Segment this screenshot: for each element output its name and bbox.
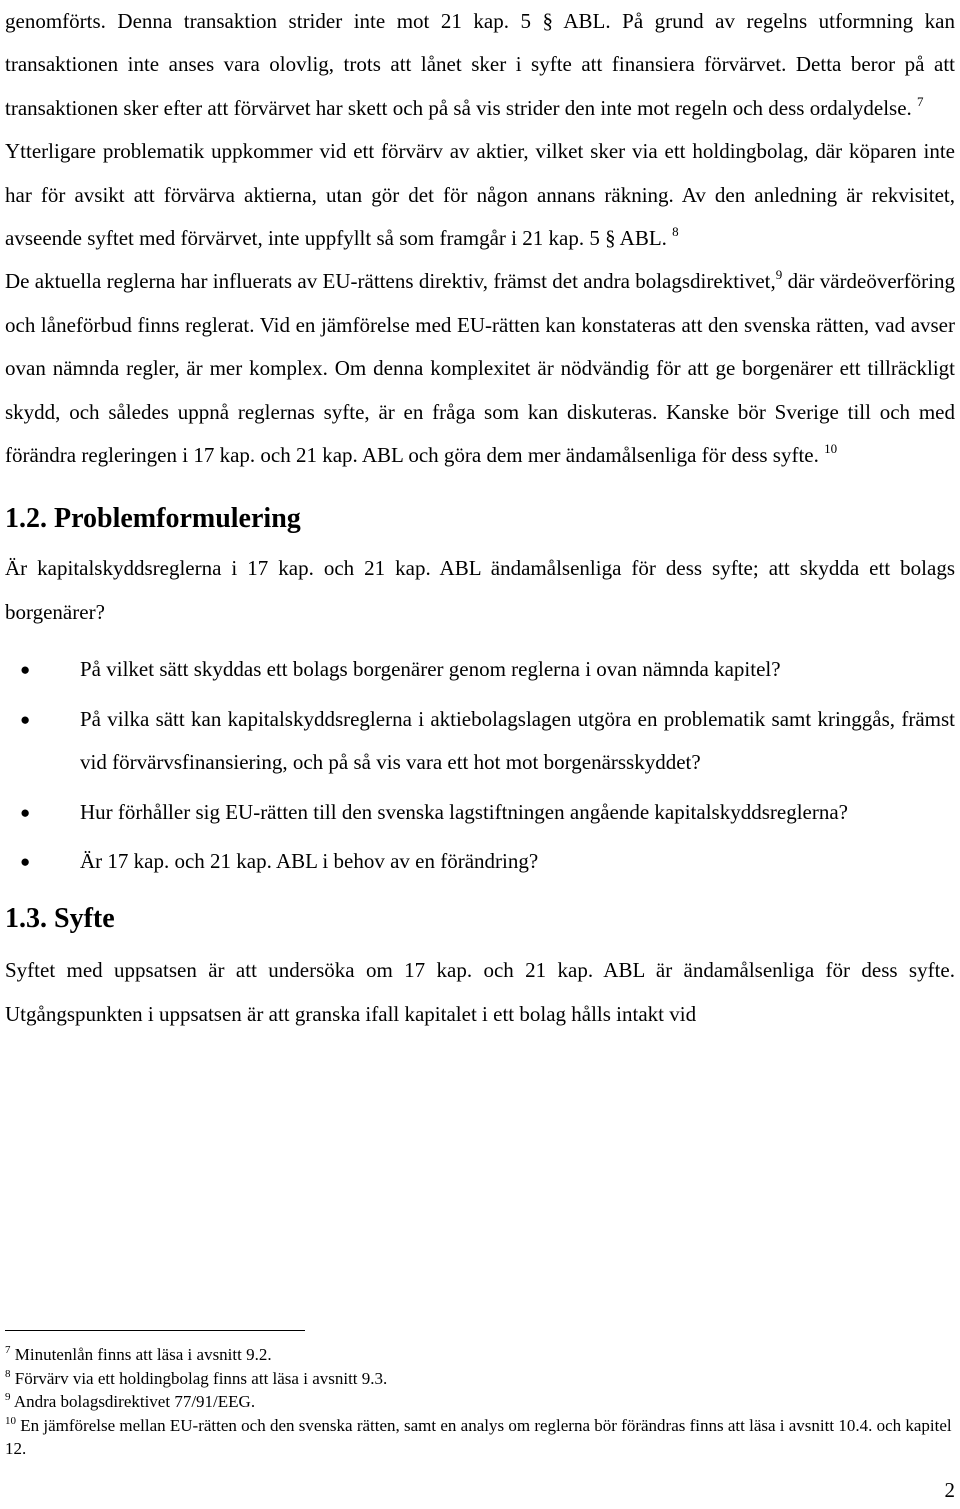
footnote-10: [5, 1414, 955, 1461]
footnote-text: Förvärv via ett holdingbolag finns att läsa i avsnitt 9.3.: [14, 1368, 388, 1388]
paragraph-2: [5, 130, 955, 260]
footnote-divider: [5, 1330, 305, 1331]
list-item: [5, 791, 955, 834]
footnote-number: 9: [5, 1391, 11, 1403]
footnote-ref-8[interactable]: 8: [672, 224, 679, 240]
problem-intro: Är kapitalskyddsreglerna i 17 kap. och 21 kap. ABL ändamålsenliga för dess syfte; att skydda ett bolags borgenärer?: [5, 556, 955, 624]
document-page: [5, 0, 955, 1036]
list-item: [5, 840, 955, 883]
bullet-icon: ●: [20, 851, 31, 871]
list-item: [5, 648, 955, 691]
footnote-8: [5, 1367, 955, 1391]
question-text: Är 17 kap. och 21 kap. ABL i behov av en förändring?: [80, 848, 539, 873]
paragraph-1-text: genomförts. Denna transaktion strider inte mot 21 kap. 5 § ABL. På grund av regelns utformning kan transaktionen inte anses vara olovlig, trots att lånet sker i syfte att finansiera förvärvet. Detta beror på att transaktionen sker efter att förvärvet har skett och på så vis strider den inte mot regeln och dess ordalydelse.: [5, 9, 955, 120]
question-text: Hur förhåller sig EU-rätten till den svenska lagstiftningen angående kapitalskyddsreglerna?: [80, 799, 848, 824]
footnote-ref-10[interactable]: 10: [824, 441, 838, 457]
paragraph-2-text: Ytterligare problematik uppkommer vid ett förvärv av aktier, vilket sker via ett holdingbolag, där köparen inte har för avsikt att förvärva aktierna, utan gör det för någon annans räkning. Av den anledning är rekvisitet, avseende syftet med förvärvet, inte uppfyllt så som framgår i 21 kap. 5 § ABL.: [5, 139, 955, 251]
footnote-number: 10: [5, 1414, 16, 1427]
bullet-icon: ●: [20, 660, 31, 680]
footnote-text: Minutenlån finns att läsa i avsnitt 9.2.: [14, 1345, 272, 1364]
footnote-ref-9[interactable]: 9: [775, 267, 783, 283]
page-number: 2: [944, 1478, 955, 1502]
paragraph-3: [5, 260, 955, 477]
footnote-text: En jämförelse mellan EU-rätten och den svenska rätten, samt en analys om reglerna bör förändras finns att läsa i avsnitt 10.4. och kapitel 12.: [5, 1415, 952, 1458]
bullet-icon: ●: [20, 709, 31, 729]
section-heading-problemformulering: 1.2. Problemformulering: [5, 503, 301, 535]
footnotes: [5, 1330, 955, 1461]
footnote-ref-7[interactable]: 7: [917, 93, 924, 109]
question-text: På vilka sätt kan kapitalskyddsreglerna i aktiebolagslagen utgöra en problematik samt kringgås, främst vid förvärvsfinansiering, och på så vis vara ett hot mot borgenärsskyddet?: [80, 706, 955, 775]
research-questions-list: [5, 648, 955, 883]
list-item: [5, 698, 955, 785]
paragraph-3-text-b: där värdeöverföring och låneförbud finns reglerat. Vid en jämförelse med EU-rätten kan konstateras att den svenska rätten, vad avser ovan nämnda regler, är mer komplex. Om denna komplexitet är nödvändig för att ge borgenärer ett tillräckligt skydd, och således uppnå reglernas syfte, är en fråga som kan diskuteras. Kanske bör Sverige till och med förändra regleringen i 17 kap. och 21 kap. ABL och göra dem mer ändamålsenliga för dess syfte.: [5, 269, 955, 468]
paragraph-3-text-a: De aktuella reglerna har influerats av EU-rättens direktiv, främst det andra bolagsdirektivet,: [5, 269, 776, 294]
footnote-text: Andra bolagsdirektivet 77/91/EEG.: [13, 1392, 256, 1411]
footnote-9: [5, 1390, 955, 1414]
bullet-icon: ●: [20, 802, 31, 822]
section-heading-syfte: 1.3. Syfte: [5, 903, 115, 935]
footnote-7: [5, 1343, 955, 1367]
question-text: På vilket sätt skyddas ett bolags borgenärer genom reglerna i ovan nämnda kapitel?: [80, 657, 781, 682]
purpose-paragraph: Syftet med uppsatsen är att undersöka om 17 kap. och 21 kap. ABL är ändamålsenliga för dess syfte. Utgångspunkten i uppsatsen är att granska ifall kapitalet i ett bolag hålls intakt vid: [5, 958, 955, 1026]
footnote-number: 8: [5, 1367, 11, 1380]
footnote-number: 7: [5, 1344, 11, 1356]
paragraph-1: [5, 0, 955, 130]
